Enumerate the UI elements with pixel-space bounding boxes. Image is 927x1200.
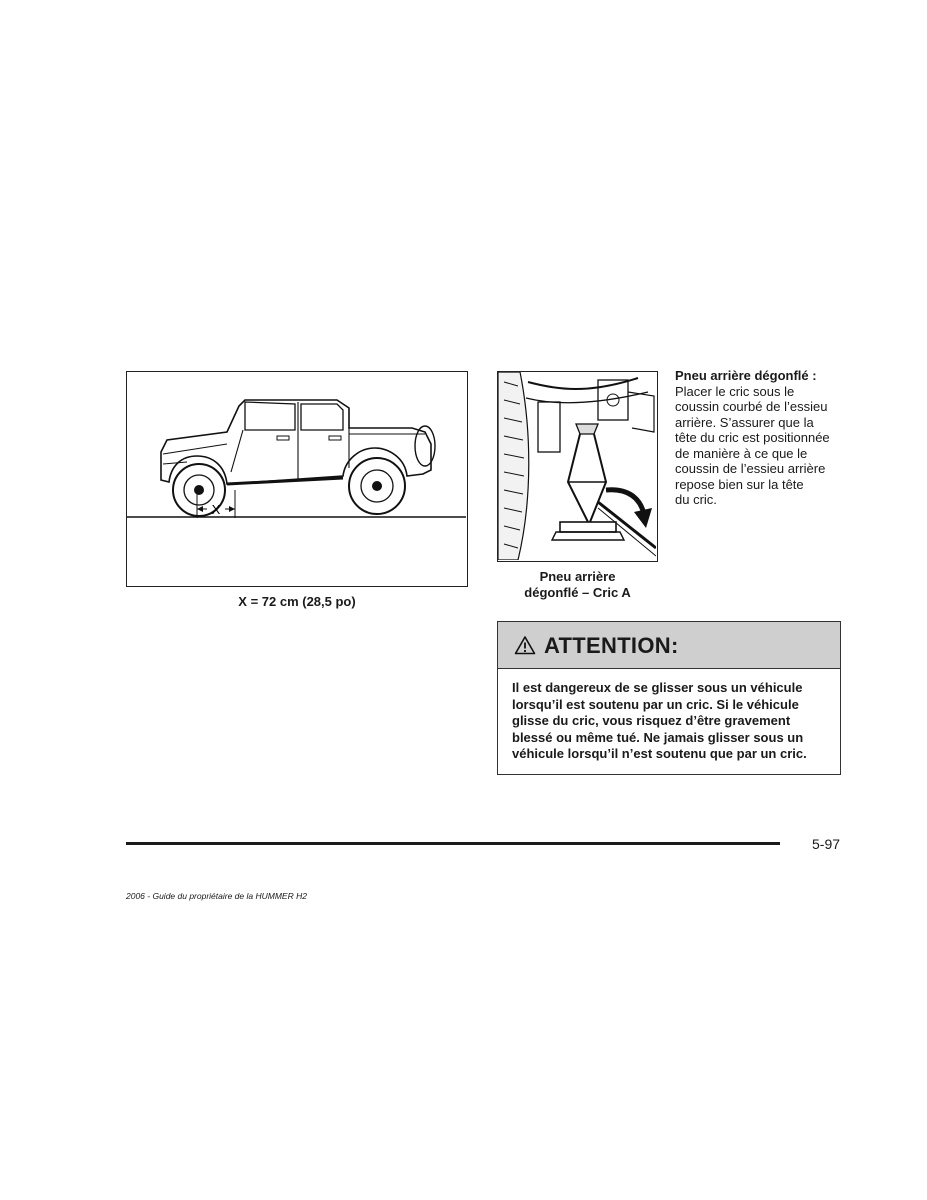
- jack-under-axle-figure: [497, 371, 658, 562]
- caution-line: véhicule lorsqu’il n’est soutenu que par un cric.: [512, 746, 807, 761]
- instructions-line: du cric.: [675, 492, 717, 507]
- caution-box: [497, 621, 841, 775]
- caution-header: [498, 622, 840, 669]
- jack-caption-line: Pneu arrière: [539, 569, 616, 584]
- warning-triangle-icon: [514, 635, 536, 655]
- instructions-line: coussin de l’essieu arrière: [675, 461, 826, 476]
- vehicle-figure-caption: X = 72 cm (28,5 po): [238, 594, 356, 609]
- dimension-marker-label: X: [211, 502, 221, 517]
- instructions-line: coussin courbé de l’essieu: [675, 399, 828, 414]
- caution-title: ATTENTION:: [544, 633, 679, 658]
- caution-line: Il est dangereux de se glisser sous un véhicule: [512, 680, 803, 695]
- footer-note: 2006 - Guide du propriétaire de la HUMMER H2: [126, 891, 307, 901]
- instructions-heading: Pneu arrière dégonflé :: [675, 368, 817, 383]
- instructions-line: Placer le cric sous le: [675, 383, 795, 399]
- instructions-line: repose bien sur la tête: [675, 476, 804, 492]
- jack-caption-line: dégonflé – Cric A: [524, 585, 631, 600]
- jack-figure-caption: [497, 569, 658, 601]
- caution-line: blessé ou même tué. Ne jamais glisser sous un: [512, 729, 804, 745]
- vehicle-illustration: [127, 372, 466, 585]
- instructions-line: de manière à ce que le: [675, 445, 808, 461]
- vehicle-side-view-figure: [126, 371, 468, 587]
- caution-body: [512, 680, 832, 763]
- jack-illustration: [498, 372, 656, 560]
- caution-line: glisse du cric, vous risquez d’être gravement: [512, 713, 791, 728]
- instructions-line: arrière. S’assurer que la: [675, 414, 814, 430]
- page-number: 5-97: [812, 836, 841, 852]
- flat-rear-tire-instructions: [675, 368, 855, 508]
- instructions-line: tête du cric est positionnée: [675, 430, 830, 445]
- caution-line: lorsqu’il est soutenu par un cric. Si le véhicule: [512, 696, 799, 712]
- footer-rule: [126, 842, 780, 845]
